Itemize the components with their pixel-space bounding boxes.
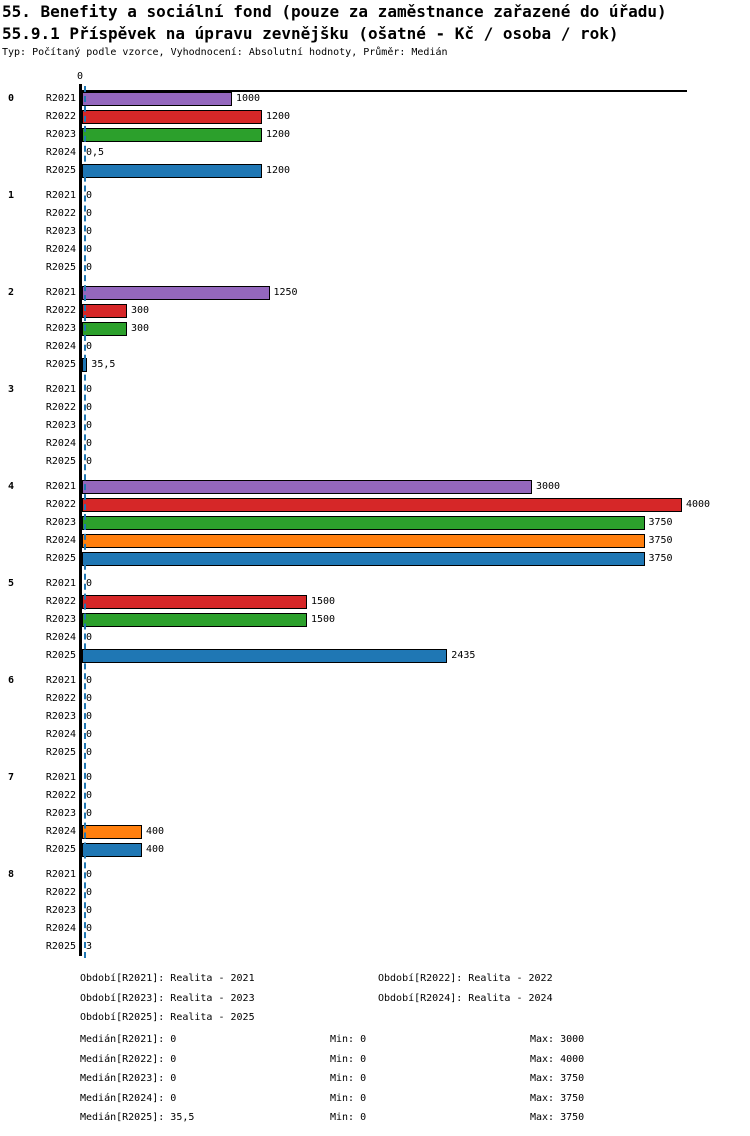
category-label: 0 <box>8 93 15 104</box>
bar-value-label: 0 <box>86 208 93 219</box>
series-row-label: R2024 <box>45 244 76 255</box>
category-label: 2 <box>8 287 15 298</box>
bar-value-label: 0 <box>86 923 93 934</box>
bar <box>82 92 232 106</box>
series-row-label: R2023 <box>45 905 76 916</box>
series-row-label: R2024 <box>45 923 76 934</box>
series-row-label: R2022 <box>45 111 76 122</box>
bar-value-label: 3750 <box>648 517 673 528</box>
series-row-label: R2022 <box>45 402 76 413</box>
legend-stat-median: Medián[R2025]: 35,5 <box>80 1112 195 1124</box>
series-row-label: R2023 <box>45 614 76 625</box>
series-row-label: R2021 <box>45 675 76 686</box>
bar-value-label: 0,5 <box>86 147 105 158</box>
series-row-label: R2021 <box>45 869 76 880</box>
legend-stat-median: Medián[R2022]: 0 <box>80 1053 177 1065</box>
bar-value-label: 0 <box>86 772 93 783</box>
series-row-label: R2025 <box>45 359 76 370</box>
series-row-label: R2025 <box>45 456 76 467</box>
bar-value-label: 1250 <box>273 287 298 298</box>
y-axis-line <box>79 84 82 956</box>
bar-value-label: 3000 <box>536 481 561 492</box>
bar <box>82 534 645 548</box>
legend-stat-max: Max: 3750 <box>530 1112 585 1124</box>
bar-value-label: 3 <box>86 941 93 952</box>
legend-period-item: Období[R2021]: Realita - 2021 <box>80 973 255 984</box>
series-row-label: R2024 <box>45 632 76 643</box>
bar-value-label: 300 <box>131 305 150 316</box>
series-row-label: R2024 <box>45 535 76 546</box>
legend-stat-median: Medián[R2024]: 0 <box>80 1092 177 1104</box>
category-label: 3 <box>8 384 15 395</box>
bar <box>82 480 532 494</box>
series-row-label: R2024 <box>45 438 76 449</box>
series-row-label: R2023 <box>45 129 76 140</box>
series-row-label: R2025 <box>45 941 76 952</box>
report-meta: Typ: Počítaný podle vzorce, Vyhodnocení: Absolutní hodnoty, Průměr: Medián <box>2 47 448 58</box>
bar-value-label: 0 <box>86 190 93 201</box>
category-label: 8 <box>8 869 15 880</box>
series-row-label: R2025 <box>45 844 76 855</box>
category-label: 4 <box>8 481 15 492</box>
bar-value-label: 0 <box>86 905 93 916</box>
series-row-label: R2021 <box>45 287 76 298</box>
series-row-label: R2025 <box>45 262 76 273</box>
legend-stat-min: Min: 0 <box>330 1092 367 1104</box>
series-row-label: R2024 <box>45 826 76 837</box>
series-row-label: R2022 <box>45 208 76 219</box>
legend-period-item: Období[R2023]: Realita - 2023 <box>80 992 255 1004</box>
series-row-label: R2021 <box>45 578 76 589</box>
bar-value-label: 3750 <box>648 553 673 564</box>
bar-value-label: 1200 <box>266 129 291 140</box>
median-reference-line <box>84 86 86 958</box>
legend-stat-max: Max: 4000 <box>530 1053 585 1065</box>
category-label: 1 <box>8 190 15 201</box>
bar <box>82 304 127 318</box>
series-row-label: R2022 <box>45 305 76 316</box>
bar-value-label: 0 <box>86 226 93 237</box>
bar <box>82 552 645 566</box>
bar <box>82 613 307 627</box>
series-row-label: R2024 <box>45 341 76 352</box>
report-subtitle: 55.9.1 Příspěvek na úpravu zevnějšku (ošatné - Kč / osoba / rok) <box>2 24 619 43</box>
series-row-label: R2024 <box>45 147 76 158</box>
bar-value-label: 0 <box>86 402 93 413</box>
bar <box>82 164 262 178</box>
legend-stat-min: Min: 0 <box>330 1112 367 1124</box>
series-row-label: R2024 <box>45 729 76 740</box>
bar-value-label: 0 <box>86 420 93 431</box>
bar-value-label: 0 <box>86 729 93 740</box>
series-row-label: R2021 <box>45 190 76 201</box>
bar-value-label: 0 <box>86 578 93 589</box>
series-row-label: R2023 <box>45 711 76 722</box>
series-row-label: R2025 <box>45 747 76 758</box>
series-row-label: R2021 <box>45 481 76 492</box>
series-row-label: R2022 <box>45 790 76 801</box>
bar-value-label: 0 <box>86 675 93 686</box>
legend-period-item: Období[R2024]: Realita - 2024 <box>378 992 553 1004</box>
series-row-label: R2023 <box>45 517 76 528</box>
bar-value-label: 0 <box>86 632 93 643</box>
bar-value-label: 0 <box>86 887 93 898</box>
bar-value-label: 400 <box>146 844 165 855</box>
bar-value-label: 0 <box>86 341 93 352</box>
series-row-label: R2022 <box>45 499 76 510</box>
bar-value-label: 1500 <box>311 614 336 625</box>
series-row-label: R2023 <box>45 226 76 237</box>
legend-stat-median: Medián[R2021]: 0 <box>80 1034 177 1045</box>
legend-period-item: Období[R2022]: Realita - 2022 <box>378 973 553 984</box>
legend-stat-max: Max: 3750 <box>530 1073 585 1085</box>
series-row-label: R2021 <box>45 384 76 395</box>
bar-value-label: 0 <box>86 711 93 722</box>
report-title: 55. Benefity a sociální fond (pouze za zaměstnance zařazené do úřadu) <box>2 2 667 21</box>
bar-value-label: 1200 <box>266 165 291 176</box>
bar-value-label: 0 <box>86 262 93 273</box>
legend-stat-median: Medián[R2023]: 0 <box>80 1073 177 1085</box>
series-row-label: R2022 <box>45 596 76 607</box>
legend-stat-max: Max: 3000 <box>530 1034 585 1045</box>
series-row-label: R2023 <box>45 323 76 334</box>
legend-stat-min: Min: 0 <box>330 1034 367 1045</box>
bar <box>82 516 645 530</box>
bar-value-label: 400 <box>146 826 165 837</box>
bar-value-label: 0 <box>86 747 93 758</box>
category-label: 7 <box>8 772 15 783</box>
bar <box>82 649 447 663</box>
bar-value-label: 0 <box>86 456 93 467</box>
series-row-label: R2022 <box>45 693 76 704</box>
bar-value-label: 1500 <box>311 596 336 607</box>
bar <box>82 286 270 300</box>
bar <box>82 322 127 336</box>
series-row-label: R2023 <box>45 808 76 819</box>
legend-period-item: Období[R2025]: Realita - 2025 <box>80 1012 255 1024</box>
bar-value-label: 35,5 <box>91 359 116 370</box>
bar-value-label: 4000 <box>686 499 711 510</box>
x-axis-top-line <box>79 90 687 92</box>
series-row-label: R2023 <box>45 420 76 431</box>
bar-value-label: 300 <box>131 323 150 334</box>
bar-value-label: 0 <box>86 808 93 819</box>
series-row-label: R2025 <box>45 165 76 176</box>
bar-value-label: 2435 <box>451 650 476 661</box>
bar <box>82 498 682 512</box>
series-row-label: R2021 <box>45 93 76 104</box>
legend-stat-max: Max: 3750 <box>530 1092 585 1104</box>
bar-value-label: 0 <box>86 869 93 880</box>
category-label: 5 <box>8 578 15 589</box>
x-axis-zero-tick-label: 0 <box>76 71 84 82</box>
bar <box>82 595 307 609</box>
series-row-label: R2021 <box>45 772 76 783</box>
bar <box>82 110 262 124</box>
bar <box>82 128 262 142</box>
legend-stat-min: Min: 0 <box>330 1053 367 1065</box>
bar-value-label: 0 <box>86 693 93 704</box>
series-row-label: R2025 <box>45 553 76 564</box>
bar-value-label: 1200 <box>266 111 291 122</box>
bar-value-label: 0 <box>86 790 93 801</box>
bar-value-label: 0 <box>86 438 93 449</box>
legend-stat-min: Min: 0 <box>330 1073 367 1085</box>
series-row-label: R2022 <box>45 887 76 898</box>
bar-value-label: 3750 <box>648 535 673 546</box>
bar-value-label: 0 <box>86 244 93 255</box>
series-row-label: R2025 <box>45 650 76 661</box>
bar <box>82 843 142 857</box>
category-label: 6 <box>8 675 15 686</box>
bar-value-label: 1000 <box>236 93 261 104</box>
bar <box>82 825 142 839</box>
bar-value-label: 0 <box>86 384 93 395</box>
